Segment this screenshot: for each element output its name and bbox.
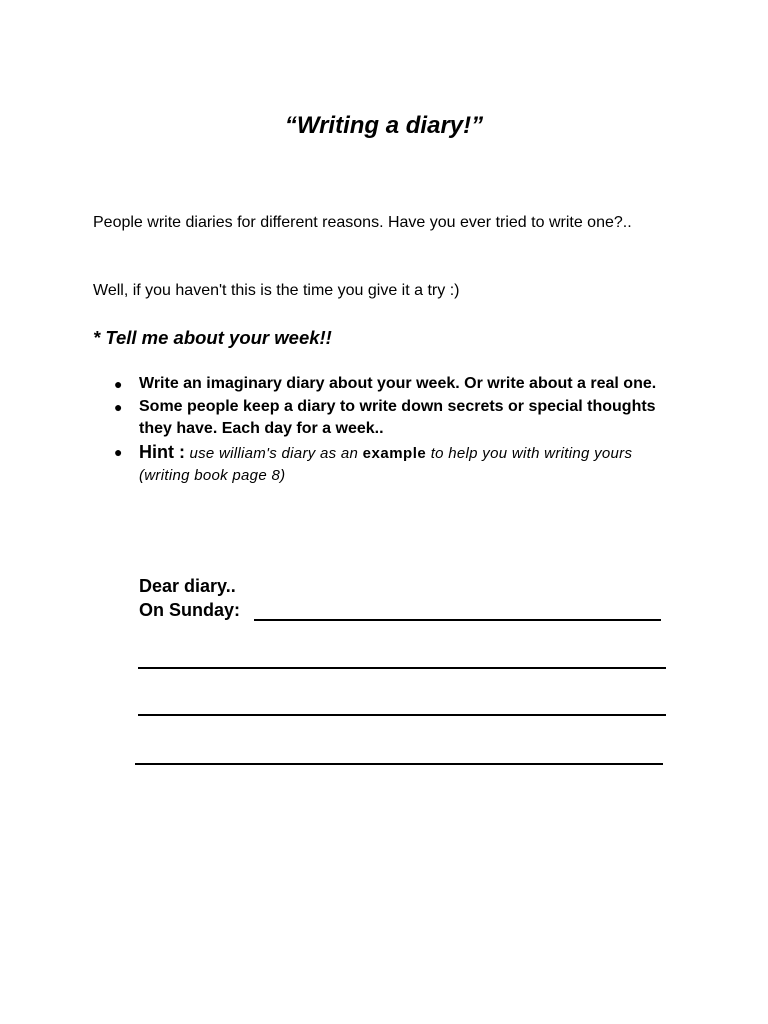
hint-example: example xyxy=(362,444,427,462)
page-title: “Writing a diary!” xyxy=(284,112,484,139)
hint-text-before: use william's diary as an xyxy=(189,444,359,462)
instruction-text: Some people keep a diary to write down secrets or special thoughts they have. Each day for a week.. xyxy=(139,397,656,437)
intro-invitation: Well, if you haven't this is the time you give it a try :) xyxy=(93,282,460,299)
instruction-item xyxy=(114,396,674,441)
bullet-icon: ● xyxy=(114,398,123,415)
hint-label: Hint : xyxy=(139,441,185,462)
bullet-icon: ● xyxy=(114,376,123,392)
instruction-item xyxy=(114,373,674,396)
sunday-answer-line[interactable] xyxy=(254,619,661,621)
hint-text xyxy=(189,445,632,462)
bullet-icon: ● xyxy=(114,443,123,460)
instruction-text: Write an imaginary diary about your week. Or write about a real one. xyxy=(139,375,657,392)
hint-item xyxy=(114,441,674,488)
hint-reference: (writing book page 8) xyxy=(139,467,286,484)
writing-line[interactable] xyxy=(138,667,666,669)
writing-line[interactable] xyxy=(135,763,663,765)
writing-line[interactable] xyxy=(138,714,666,716)
sunday-label: On Sunday: xyxy=(139,600,241,620)
instruction-list xyxy=(114,373,674,488)
hint-text-after: to help you with writing yours xyxy=(430,444,633,462)
diary-greeting: Dear diary.. xyxy=(139,576,236,596)
section-heading: * Tell me about your week!! xyxy=(93,327,332,348)
intro-paragraph: People write diaries for different reasons. Have you ever tried to write one?.. xyxy=(93,214,632,231)
